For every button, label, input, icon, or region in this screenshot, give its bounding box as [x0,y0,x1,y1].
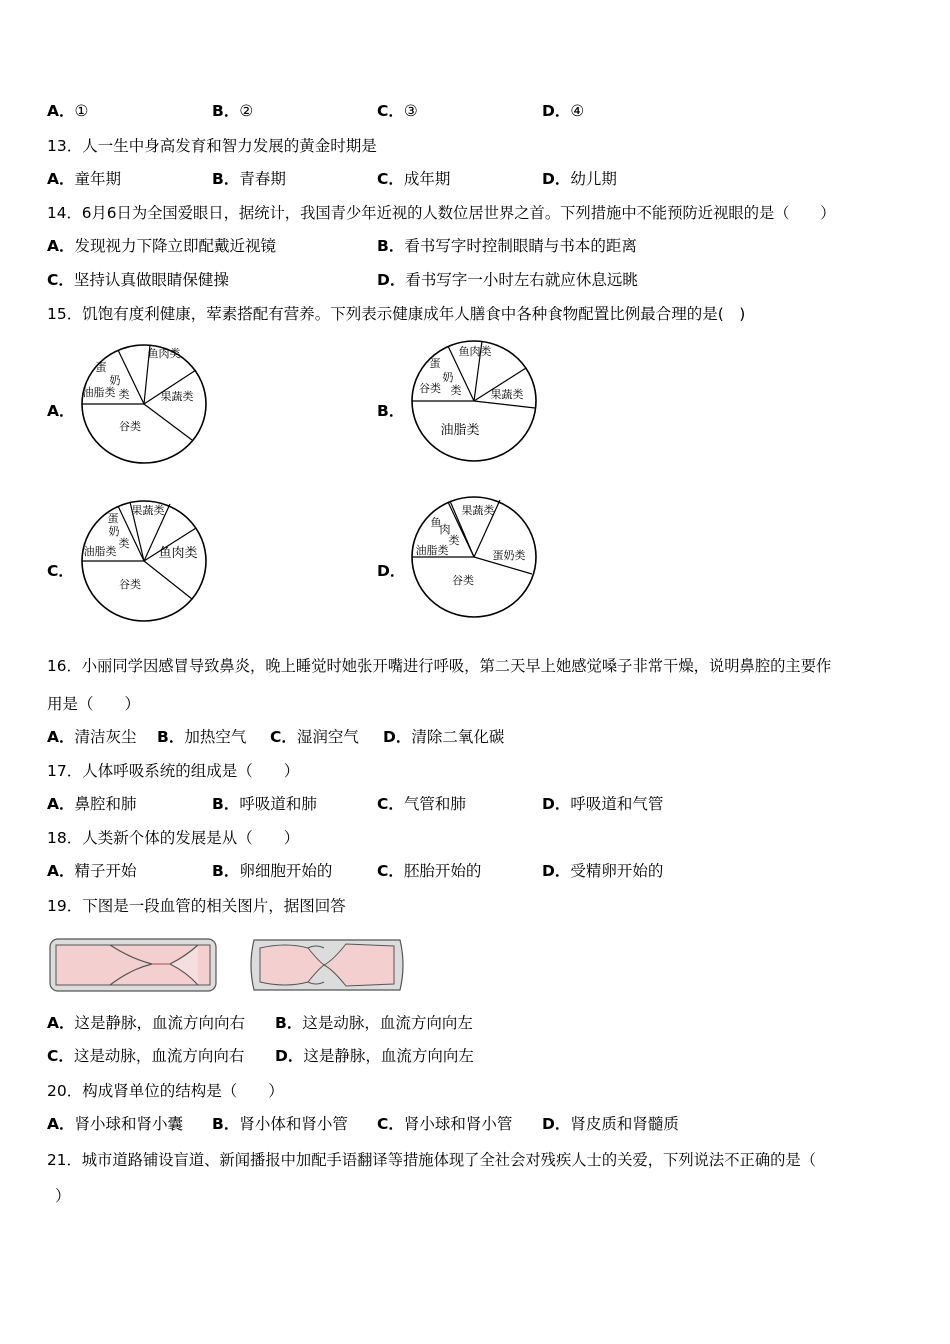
option-letter: A． [47,862,75,880]
pie-label: 蛋 [107,512,119,525]
option-letter: D． [275,1047,304,1065]
q20-option-c[interactable] [377,1114,512,1134]
option-letter: D． [377,271,406,289]
option-text: ① [74,102,89,120]
vessel-diagram-left [48,936,218,994]
q21-stem-line2: ） [55,1187,71,1205]
option-text: 肾小球和肾小管 [403,1115,513,1133]
pie-label: 奶 [109,374,121,387]
q13-option-b[interactable] [212,169,286,189]
option-letter: A． [47,170,75,188]
pie-label: 果蔬类 [131,504,165,517]
option-text: 肾皮质和肾髓质 [570,1115,679,1133]
option-text: 这是静脉，血流方向向右 [74,1014,246,1032]
option-letter: D． [542,170,571,188]
q13-option-c[interactable] [377,169,450,189]
q20-option-a[interactable] [47,1114,183,1134]
q19-option-c[interactable] [47,1046,244,1066]
option-text: 胚胎开始的 [403,862,482,880]
option-text: 加热空气 [184,728,247,746]
option-text: 呼吸道和气管 [570,795,664,813]
option-text: 呼吸道和肺 [239,795,317,813]
option-letter: B． [212,862,240,880]
pie-label: 果蔬类 [490,388,524,401]
option-text: 发现视力下降立即配戴近视镜 [74,237,277,255]
option-letter: A． [47,237,75,255]
option-text: ④ [570,102,585,120]
option-letter: A． [47,728,75,746]
pie-label: 鱼 [430,516,442,529]
option-letter: A． [47,1115,75,1133]
q16-option-b[interactable] [157,727,246,747]
q18-option-d[interactable] [542,861,663,881]
pie-label: 类 [118,388,130,401]
pie-label: 鱼肉类 [158,546,198,561]
option-text: 坚持认真做眼睛保健操 [73,271,229,289]
option-letter: C． [377,170,404,188]
option-text: 童年期 [74,170,122,188]
option-letter: A． [47,795,75,813]
option-letter: A． [47,102,75,120]
pie-label: 果蔬类 [160,390,194,403]
option-text: 看书写字一小时左右就应休息远眺 [405,271,638,289]
q17-option-b[interactable] [212,794,317,814]
q20-stem: 20．构成肾单位的结构是（ ） [47,1082,284,1100]
q12-option-c[interactable] [377,101,418,121]
q13-option-a[interactable] [47,169,121,189]
vessel-diagram-right [246,934,408,996]
q15-pie-c [78,498,210,626]
q16-stem-line2: 用是（ ） [47,695,141,713]
option-letter: B． [212,102,240,120]
option-text: 肾小球和肾小囊 [74,1115,184,1133]
option-text: 这是动脉，血流方向向左 [302,1014,473,1032]
q14-option-b[interactable] [377,236,637,256]
pie-label: 油脂类 [83,545,117,558]
pie-label: 鱼肉类 [147,347,181,360]
pie-label: 蛋 [429,357,441,370]
option-letter: A． [47,1014,75,1032]
pie-label: 蛋 [95,361,107,374]
q16-option-a[interactable] [47,727,137,747]
option-letter: B． [275,1014,303,1032]
option-text: 这是静脉，血流方向向左 [303,1047,474,1065]
q17-option-c[interactable] [377,794,466,814]
pie-label: 果蔬类 [461,504,495,517]
option-letter: D． [383,728,412,746]
option-letter: D． [542,102,571,120]
option-letter: D． [542,1115,571,1133]
q19-option-a[interactable] [47,1013,245,1033]
q19-option-b[interactable] [275,1013,473,1033]
option-letter: C． [377,1115,404,1133]
option-text: 卵细胞开始的 [239,862,333,880]
option-text: ② [239,102,254,120]
q20-option-b[interactable] [212,1114,348,1134]
q15-pie-d [408,494,540,622]
option-letter: C． [47,1047,74,1065]
option-text: 幼儿期 [570,170,617,188]
pie-label: 油脂类 [440,423,480,438]
option-text: 成年期 [403,170,451,188]
pie-label: 谷类 [119,420,141,433]
pie-label: 奶 [442,371,454,384]
q13-stem: 13．人一生中身高发育和智力发展的黄金时期是 [47,137,377,155]
q15-pie-a [78,342,210,467]
option-text: 湿润空气 [296,728,359,746]
q21-stem-line1: 21．城市道路铺设盲道、新闻播报中加配手语翻译等措施体现了全社会对残疾人士的关爱，下列说法不正确的是（ [47,1151,817,1169]
q13-option-d[interactable] [542,169,617,189]
q16-stem-line1: 16．小丽同学因感冒导致鼻炎，晚上睡觉时她张开嘴进行呼吸，第二天早上她感觉嗓子非常干燥，说明鼻腔的主要作 [47,657,832,675]
q18-stem: 18．人类新个体的发展是从（ ） [47,829,300,847]
option-text: 青春期 [239,170,286,188]
q16-option-c[interactable] [270,727,359,747]
q18-option-c[interactable] [377,861,481,881]
pie-label: 奶 [108,525,120,538]
pie-label: 油脂类 [415,544,449,557]
q14-option-a[interactable] [47,236,276,256]
pie-label: 谷类 [119,578,141,591]
option-text: ③ [403,102,418,120]
q14-option-d[interactable] [377,270,638,290]
q17-stem: 17．人体呼吸系统的组成是（ ） [47,762,300,780]
q17-option-d[interactable] [542,794,663,814]
option-text: 鼻腔和肺 [74,795,137,813]
pie-label: 蛋奶类 [492,549,526,562]
pie-label: 鱼肉类 [458,345,492,358]
option-text: 清除二氧化碳 [411,728,505,746]
q15-option-b-letter[interactable]: B． [377,402,405,420]
option-letter: B． [377,237,405,255]
q17-option-a[interactable] [47,794,137,814]
pie-label: 类 [118,537,130,550]
option-letter: B． [212,1115,240,1133]
q18-option-b[interactable] [212,861,332,881]
q15-stem: 15．饥饱有度利健康，荤素搭配有营养。下列表示健康成年人膳食中各种食物配置比例最合理的是( ) [47,305,746,323]
option-letter: C． [47,271,74,289]
q14-option-c[interactable] [47,270,229,290]
option-letter: C． [377,795,404,813]
pie-label: 油脂类 [82,386,116,399]
option-text: 气管和肺 [403,795,466,813]
pie-label: 谷类 [452,574,474,587]
option-text: 肾小体和肾小管 [239,1115,348,1133]
pie-label: 类 [450,384,462,397]
q12-option-b[interactable] [212,101,253,121]
q15-option-a-letter[interactable]: A． [47,402,75,420]
option-letter: D． [542,795,571,813]
q19-option-d[interactable] [275,1046,474,1066]
q19-stem: 19．下图是一段血管的相关图片，据图回答 [47,897,346,915]
option-text: 看书写字时控制眼睛与书本的距离 [404,237,637,255]
option-letter: C． [377,102,404,120]
q16-option-d[interactable] [383,727,504,747]
pie-label: 肉 [439,523,451,536]
option-letter: B． [212,795,240,813]
q15-pie-b [408,338,540,466]
q20-option-d[interactable] [542,1114,679,1134]
q12-option-d[interactable] [542,101,584,121]
q18-option-a[interactable] [47,861,137,881]
option-text: 精子开始 [74,862,137,880]
option-text: 受精卵开始的 [570,862,664,880]
q12-option-a[interactable] [47,101,88,121]
q15-option-d-letter[interactable]: D． [377,562,406,580]
pie-label: 谷类 [419,382,441,395]
pie-label: 类 [448,534,460,547]
option-text: 清洁灰尘 [74,728,137,746]
option-letter: D． [542,862,571,880]
option-text: 这是动脉，血流方向向右 [73,1047,245,1065]
q14-stem: 14．6月6日为全国爱眼日，据统计，我国青少年近视的人数位居世界之首。下列措施中不能预防近视眼的是（ ） [47,204,836,222]
option-letter: C． [377,862,404,880]
option-letter: B． [157,728,185,746]
option-letter: B． [212,170,240,188]
option-letter: C． [270,728,297,746]
q15-option-c-letter[interactable]: C． [47,562,74,580]
